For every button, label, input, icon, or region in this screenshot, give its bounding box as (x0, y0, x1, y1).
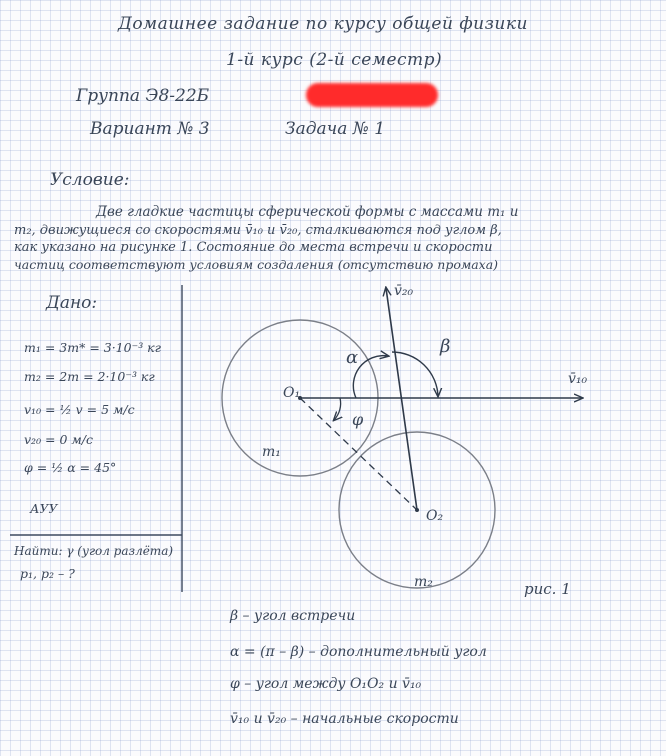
given-item-v10: v₁₀ = ½ v = 5 м/с (24, 402, 135, 417)
find-line-2: p₁, p₂ – ? (20, 566, 75, 581)
condition-line-4: частиц соответствуют условиям создаления (отсутствию промаха) (14, 257, 499, 272)
label-beta: β (440, 336, 451, 357)
velocity-v20-arrow (386, 288, 417, 510)
condition-heading: Условие: (50, 170, 130, 190)
label-v10: v̄₁₀ (568, 371, 588, 387)
phi-angle-arc (334, 398, 341, 420)
label-o1: O₁ (283, 385, 301, 401)
label-alpha: α (346, 347, 359, 368)
condition-line-3: как указано на рисунке 1. Состояние до места встречи и скорости (14, 240, 493, 255)
group-label: Группа Э8-22Б (76, 86, 210, 106)
title-line-1: Домашнее задание по курсу общей физики (118, 14, 528, 34)
given-item-v20: v₂₀ = 0 м/с (24, 432, 94, 447)
given-item-auu: АУУ (30, 501, 58, 516)
given-item-m2: m₂ = 2m = 2·10⁻³ кг (24, 369, 155, 384)
label-v20: v̄₂₀ (394, 283, 414, 299)
label-o2: O₂ (426, 508, 444, 524)
variant-label: Вариант № 3 (90, 119, 210, 139)
title-line-2: 1-й курс (2-й семестр) (226, 50, 443, 70)
legend-line-3: φ – угол между O₁O₂ и v̄₁₀ (230, 676, 422, 692)
given-heading: Дано: (46, 293, 98, 313)
label-m2: m₂ (414, 574, 433, 590)
condition-line-2: m₂, движущиеся со скоростями v̄₁₀ и v̄₂₀, сталкиваются под углом β, (14, 223, 502, 238)
find-line-1: Найти: γ (угол разлёта) (14, 544, 174, 558)
alpha-angle-arc (353, 356, 388, 398)
legend-line-2: α = (π – β) – дополнительный угол (230, 644, 487, 660)
problem-label: Задача № 1 (285, 119, 386, 139)
beta-angle-arc (392, 352, 438, 396)
given-item-phi: φ = ½ α = 45° (24, 460, 117, 475)
center-o2-point (415, 508, 419, 512)
legend-line-1: β – угол встречи (230, 608, 356, 624)
condition-line-1: Две гладкие частицы сферической формы с массами m₁ и (96, 204, 519, 220)
label-m1: m₁ (262, 444, 281, 460)
label-phi: φ (352, 410, 364, 429)
figure-caption: рис. 1 (524, 580, 571, 598)
legend-line-4: v̄₁₀ и v̄₂₀ – начальные скорости (230, 711, 459, 727)
given-item-m1: m₁ = 3m* = 3·10⁻³ кг (24, 340, 161, 355)
